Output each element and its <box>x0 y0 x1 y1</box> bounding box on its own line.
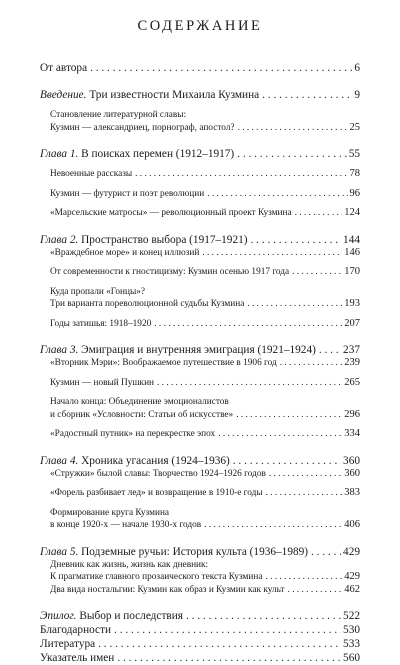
toc-entry-title <box>50 357 277 370</box>
spacer <box>40 181 360 188</box>
toc-chapter-entry[interactable] <box>40 147 360 161</box>
toc-entry-title <box>40 343 316 357</box>
toc-chapter-entry[interactable] <box>40 609 360 623</box>
toc-entry-title <box>40 623 111 637</box>
toc-entry-row <box>50 168 360 181</box>
toc-entry-prefix: Введение. <box>40 89 87 101</box>
page-number: 265 <box>344 376 360 388</box>
toc-entry-row <box>40 233 360 247</box>
toc-entry-text: Годы затишья: 1918–1920 <box>50 318 152 329</box>
page-number: 560 <box>343 652 360 664</box>
toc-entry-title <box>40 88 259 102</box>
spacer <box>40 389 360 396</box>
toc-section-entry[interactable] <box>40 207 360 220</box>
toc-entry-row <box>50 188 360 201</box>
dot-leader <box>114 623 341 637</box>
toc-entry-text: Эмиграция и внутренняя эмиграция (1921–1924) <box>78 344 316 356</box>
toc-entry-text: В поисках перемен (1912–1917) <box>78 148 235 160</box>
toc-entry-title <box>40 609 183 623</box>
toc-entry-text: От автора <box>40 62 88 74</box>
spacer <box>40 421 360 428</box>
toc-entry-title <box>40 61 87 75</box>
spacer <box>40 102 360 109</box>
toc-entry-row <box>50 519 360 532</box>
toc-entry-row <box>50 571 360 584</box>
dot-leader <box>288 584 343 597</box>
spacer <box>40 532 360 545</box>
toc-entry-title <box>50 428 215 441</box>
page-number: 360 <box>343 454 360 467</box>
dot-leader <box>265 571 342 584</box>
toc-section-entry[interactable] <box>40 318 360 331</box>
spacer <box>40 330 360 343</box>
page-number: 170 <box>344 266 360 277</box>
toc-entry-title <box>50 122 235 135</box>
toc-entry-row <box>40 609 360 623</box>
toc-section-entry[interactable] <box>40 487 360 500</box>
page-number: 144 <box>343 233 360 246</box>
toc-chapter-entry[interactable] <box>40 623 360 637</box>
page-number: 462 <box>344 583 360 595</box>
toc-entry-row <box>40 651 360 665</box>
toc-entry-text: Три варианта пореволюционной судьбы Кузмина <box>50 299 245 309</box>
spacer <box>40 200 360 207</box>
toc-entry-prefix: Глава 3. <box>40 344 79 356</box>
toc-section-entry[interactable] <box>40 168 360 181</box>
toc-entry-title-line: Дневник как жизнь, жизнь как дневник: <box>50 559 209 570</box>
toc-entry-row <box>50 266 360 279</box>
toc-entry-title <box>50 188 204 201</box>
page-number: 25 <box>349 121 360 133</box>
page-number: 530 <box>343 624 360 636</box>
toc-entry-row <box>50 584 360 597</box>
spacer <box>40 259 360 266</box>
toc-chapter-entry[interactable] <box>40 233 360 247</box>
toc-entry-title-line: Начало конца: Объединение эмоционалистов <box>50 397 229 407</box>
page-number: 237 <box>343 344 360 356</box>
toc-entry-row <box>40 545 360 559</box>
page-number: 239 <box>344 357 360 368</box>
page-number: 383 <box>344 487 360 498</box>
spacer <box>40 500 360 507</box>
toc-entry-title <box>50 298 244 311</box>
toc-entry-text: «Вторник Мэри»: Воображаемое путешествие в 1906 год <box>50 358 277 368</box>
toc-entry-title <box>50 519 201 532</box>
toc-section-entry[interactable] <box>40 396 360 421</box>
toc-entry-title <box>50 571 262 584</box>
toc-entry-text: Выбор и последствия <box>76 610 183 622</box>
toc-section-entry[interactable] <box>40 188 360 201</box>
toc-section-entry[interactable] <box>40 266 360 279</box>
toc-entry-row <box>40 147 360 161</box>
dot-leader <box>237 147 347 161</box>
page-number: 96 <box>349 187 360 199</box>
toc-section-entry[interactable] <box>40 507 360 532</box>
toc-chapter-entry[interactable] <box>40 651 360 665</box>
toc-section-entry[interactable] <box>40 377 360 390</box>
page-number: 406 <box>344 519 360 530</box>
dot-leader <box>218 428 342 441</box>
toc-entry-row <box>50 247 360 260</box>
dot-leader <box>207 188 347 201</box>
toc-entry-row <box>50 409 360 422</box>
spacer <box>40 441 360 454</box>
toc-entry-row <box>50 428 360 441</box>
toc-entry-row <box>50 122 360 135</box>
toc-entry-row <box>50 468 360 481</box>
dot-leader <box>204 519 342 532</box>
dot-leader <box>117 651 341 665</box>
toc-entry-row <box>40 637 360 651</box>
toc-entry-title <box>40 233 248 247</box>
toc-entry-prefix: Глава 5. <box>40 545 79 558</box>
dot-leader <box>98 637 341 651</box>
toc-chapter-entry[interactable] <box>40 61 360 75</box>
page-number: 429 <box>343 545 360 558</box>
spacer <box>40 75 360 88</box>
dot-leader <box>319 343 341 357</box>
toc-entry-row <box>50 487 360 500</box>
dot-leader <box>154 318 342 331</box>
dot-leader <box>251 233 342 247</box>
toc-entry-text: От современности к гностицизму: Кузмин осенью 1917 года <box>50 267 290 277</box>
toc-entry-row <box>50 377 360 390</box>
dot-leader <box>236 409 342 422</box>
page-number: 193 <box>344 298 360 309</box>
toc-entry-text: Хроника угасания (1924–1936) <box>78 454 230 467</box>
toc-entry-title <box>40 147 234 161</box>
page-number: 360 <box>344 467 360 479</box>
toc-entry-prefix: Эпилог. <box>40 610 77 622</box>
page-number: 296 <box>344 408 360 420</box>
dot-leader <box>186 609 341 623</box>
toc-list <box>40 61 360 665</box>
dot-leader <box>202 247 342 260</box>
dot-leader <box>295 207 343 220</box>
toc-entry-title-line: Куда пропали «Гонцы»? <box>50 286 145 297</box>
toc-chapter-entry[interactable] <box>40 637 360 651</box>
page-number: 55 <box>348 148 360 160</box>
dot-leader <box>280 357 343 370</box>
dot-leader <box>157 377 342 390</box>
toc-entry-title <box>40 637 95 651</box>
spacer <box>40 161 360 168</box>
spacer <box>40 220 360 233</box>
page-number: 6 <box>354 62 360 74</box>
dot-leader <box>135 168 347 181</box>
toc-entry-title <box>40 454 230 468</box>
toc-entry-prefix: Глава 1. <box>40 148 79 160</box>
toc-entry-text: «Радостный путник» на перекрестке эпох <box>50 429 216 439</box>
dot-leader <box>311 545 341 559</box>
toc-entry-title <box>50 468 266 481</box>
toc-entry-title <box>40 545 308 559</box>
toc-entry-text: Подземные ручьи: История культа (1936–1989) <box>78 545 309 558</box>
toc-entry-title-line: Становление литературной славы: <box>50 110 187 120</box>
toc-chapter-entry[interactable] <box>40 454 360 468</box>
toc-entry-text: Благодарности <box>40 624 112 636</box>
toc-entry-text: Кузмин — футурист и поэт революции <box>50 188 205 199</box>
dot-leader <box>266 487 343 500</box>
toc-chapter-entry[interactable] <box>40 343 360 357</box>
spacer <box>40 311 360 318</box>
toc-entry-title <box>50 584 285 597</box>
spacer <box>40 596 360 609</box>
toc-entry-row <box>40 61 360 75</box>
dot-leader <box>292 266 342 279</box>
toc-entry-title <box>40 651 114 665</box>
toc-entry-text: Кузмин — новый Пушкин <box>50 377 155 388</box>
toc-entry-row <box>40 88 360 102</box>
page-number: 207 <box>344 317 360 329</box>
toc-chapter-entry[interactable] <box>40 88 360 102</box>
toc-entry-text: Указатель имен <box>40 652 115 664</box>
toc-chapter-entry[interactable] <box>40 545 360 559</box>
toc-entry-text: в конце 1920-х — начале 1930-х годов <box>50 520 202 530</box>
toc-entry-text: Два вида ностальгии: Кузмин как образ и Кузмин как культ <box>50 584 285 595</box>
toc-entry-text: Три известности Михаила Кузмина <box>86 89 260 101</box>
toc-entry-title <box>50 266 289 279</box>
toc-entry-title <box>50 409 233 422</box>
toc-entry-title <box>50 377 154 390</box>
toc-entry-title <box>50 487 263 500</box>
page-number: 9 <box>354 89 360 101</box>
spacer <box>40 480 360 487</box>
dot-leader <box>238 122 348 135</box>
page-number: 78 <box>349 168 360 179</box>
page-number: 522 <box>343 610 360 622</box>
toc-entry-title <box>50 168 132 181</box>
toc-entry-text: «Марсельские матросы» — революционный проект Кузмина <box>50 208 292 218</box>
spacer <box>40 370 360 377</box>
toc-entry-title <box>50 207 292 220</box>
page-title: СОДЕРЖАНИЕ <box>137 18 263 34</box>
page-number: 429 <box>344 571 360 582</box>
toc-section-entry[interactable] <box>40 468 360 481</box>
dot-leader <box>262 88 352 102</box>
toc-entry-title <box>50 318 151 331</box>
toc-entry-row <box>40 343 360 357</box>
toc-section-entry[interactable] <box>40 109 360 134</box>
page-number: 533 <box>343 638 360 650</box>
page-number: 146 <box>344 246 360 258</box>
toc-section-entry[interactable] <box>40 584 360 597</box>
toc-entry-row <box>50 357 360 370</box>
toc-entry-row <box>40 623 360 637</box>
toc-entry-row <box>50 207 360 220</box>
toc-entry-prefix: Глава 4. <box>40 454 79 467</box>
toc-entry-text: Невоенные рассказы <box>50 169 133 179</box>
toc-section-entry[interactable] <box>40 357 360 370</box>
dot-leader <box>90 61 352 75</box>
toc-section-entry[interactable] <box>40 428 360 441</box>
toc-entry-text: Пространство выбора (1917–1921) <box>78 233 248 246</box>
dot-leader <box>233 454 341 468</box>
toc-entry-prefix: Глава 2. <box>40 233 79 246</box>
dot-leader <box>247 298 342 311</box>
toc-entry-row <box>50 298 360 311</box>
toc-entry-title-line: Формирование круга Кузмина <box>50 507 170 518</box>
page-number: 124 <box>344 207 360 218</box>
toc-entry-text: «Форель разбивает лед» и возвращение в 1910-е годы <box>50 488 263 498</box>
toc-section-entry[interactable] <box>40 247 360 260</box>
toc-entry-title <box>50 247 199 260</box>
page-number: 334 <box>344 428 360 439</box>
toc-entry-row <box>40 454 360 468</box>
toc-section-entry[interactable] <box>40 286 360 311</box>
toc-entry-text: и сборник «Условности: Статьи об искусстве» <box>50 409 234 420</box>
toc-entry-text: К прагматике главного прозаического текста Кузмина <box>50 572 263 582</box>
toc-entry-row <box>50 318 360 331</box>
toc-entry-text: Литература <box>40 638 96 650</box>
toc-section-entry[interactable] <box>40 559 360 584</box>
toc-entry-text: «Стружки» былой славы: Творчество 1924–1926 годов <box>50 468 266 479</box>
spacer <box>40 279 360 286</box>
toc-entry-text: «Враждебное море» и конец иллюзий <box>50 247 200 258</box>
toc-entry-text: Кузмин — александриец, порнограф, апостол? <box>50 122 235 133</box>
spacer <box>40 134 360 147</box>
dot-leader <box>269 468 342 481</box>
